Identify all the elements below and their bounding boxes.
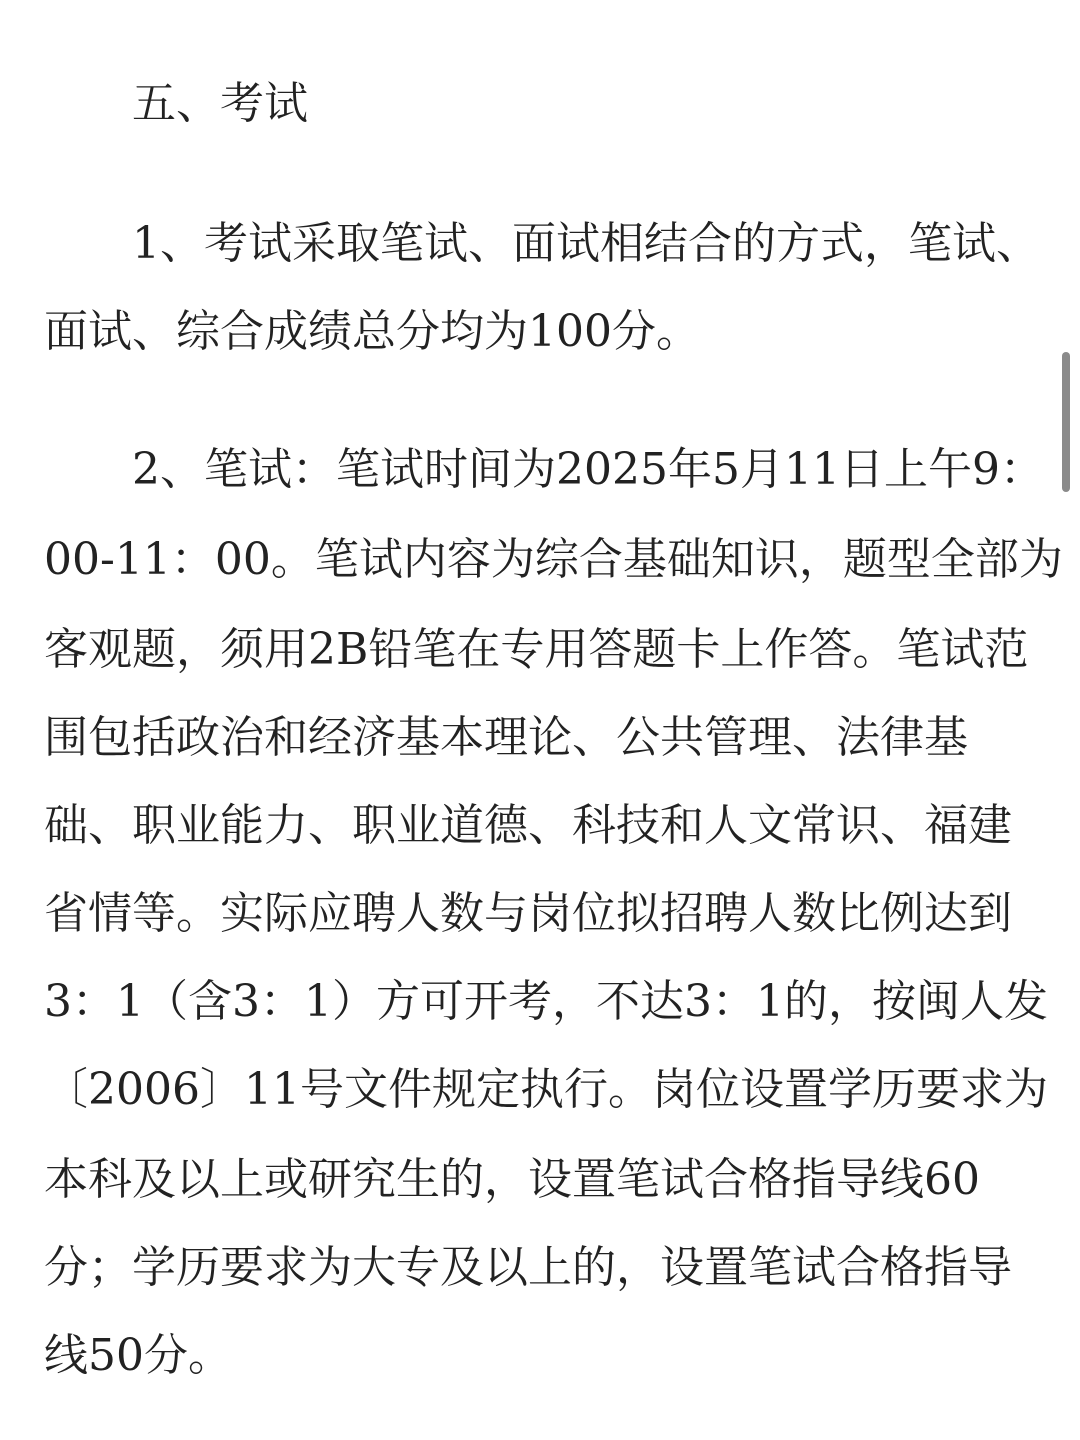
paragraph-2-line-3: 客观题，须用2B铅笔在专用答题卡上作答。笔试范 — [44, 624, 1029, 675]
paragraph-2-line-1: 2、笔试：笔试时间为2025年5月11日上午9： — [132, 444, 1044, 495]
paragraph-2-line-4: 围包括政治和经济基本理论、公共管理、法律基 — [44, 712, 968, 763]
paragraph-1-line-2: 面试、综合成绩总分均为100分。 — [44, 306, 700, 357]
paragraph-1-line-1: 1、考试采取笔试、面试相结合的方式，笔试、 — [132, 218, 1040, 269]
paragraph-2-line-5: 础、职业能力、职业道德、科技和人文常识、福建 — [44, 800, 1012, 851]
paragraph-2-line-7: 3：1（含3：1）方可开考，不达3：1的，按闽人发 — [44, 976, 1048, 1027]
paragraph-2-line-11: 线50分。 — [44, 1330, 232, 1381]
paragraph-2-line-6: 省情等。实际应聘人数与岗位拟招聘人数比例达到 — [44, 888, 1012, 939]
scrollbar-thumb[interactable] — [1062, 352, 1070, 492]
paragraph-2-line-10: 分；学历要求为大专及以上的，设置笔试合格指导 — [44, 1242, 1012, 1293]
paragraph-2-line-2: 00-11：00。笔试内容为综合基础知识，题型全部为 — [44, 534, 1063, 585]
paragraph-2-line-9: 本科及以上或研究生的，设置笔试合格指导线60 — [44, 1154, 980, 1205]
paragraph-2-line-8: 〔2006〕11号文件规定执行。岗位设置学历要求为 — [44, 1064, 1048, 1115]
section-heading: 五、考试 — [132, 78, 308, 129]
